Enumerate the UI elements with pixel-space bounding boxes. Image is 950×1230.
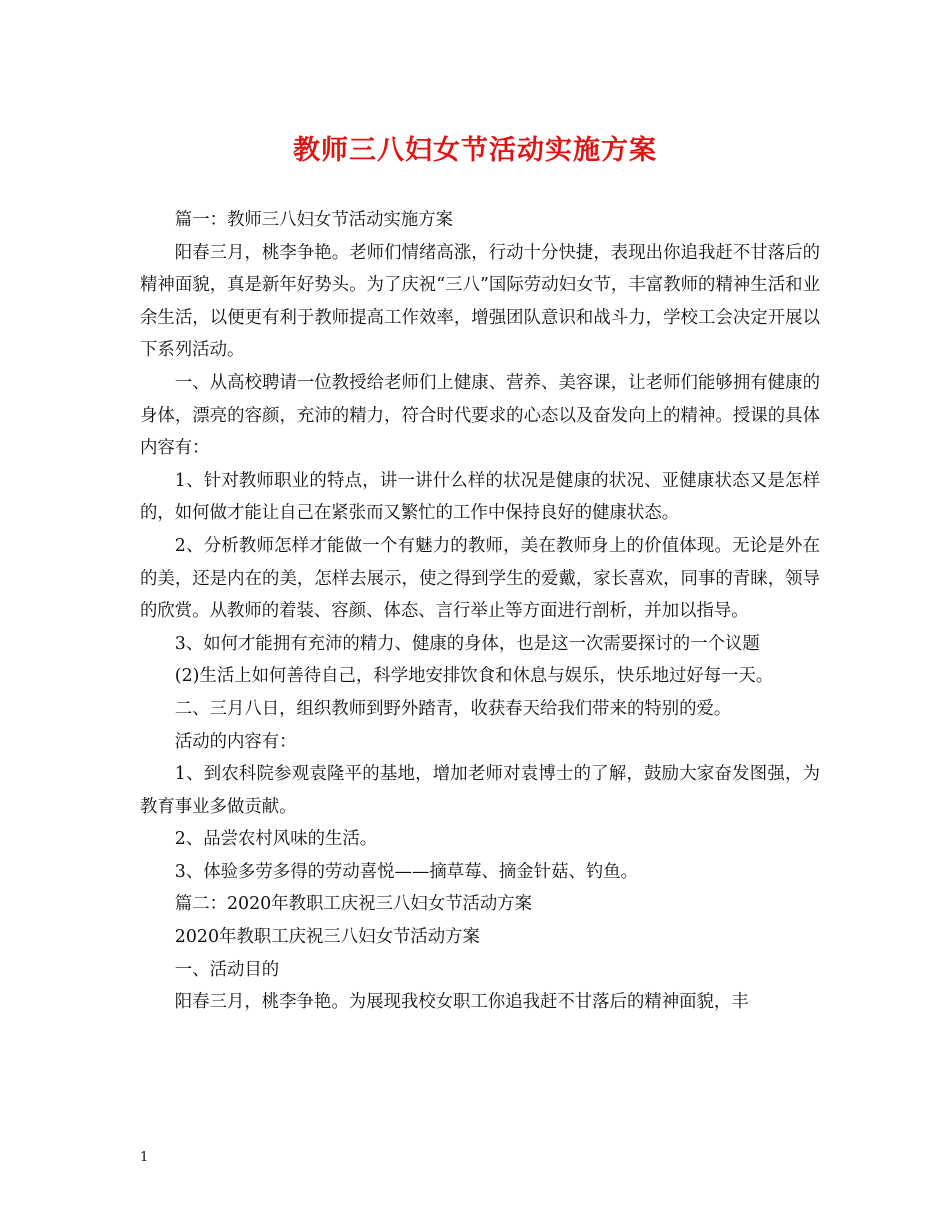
paragraph: 2、品尝农村风味的生活。 — [174, 829, 378, 850]
paragraph: 篇二：2020年教职工庆祝三八妇女节活动方案 — [174, 894, 533, 915]
paragraph: 一、从高校聘请一位教授给老师们上健康、营养、美容课，让老师们能够拥有健康的身体，漂亮的容颜，充沛的精力，符合时代要求的心态以及奋发向上的精神。授课的具体内容有： — [140, 372, 820, 459]
paragraph: 阳春三月，桃李争艳。为展现我校女职工你追我赶不甘落后的精神面貌，丰 — [174, 992, 749, 1013]
paragraph: 3、如何才能拥有充沛的精力、健康的身体，也是这一次需要探讨的一个议题 — [174, 633, 760, 654]
document-title: 教师三八妇女节活动实施方案 — [293, 135, 657, 166]
document-body — [140, 204, 820, 1019]
paragraph: 活动的内容有： — [174, 731, 297, 752]
paragraph: (2)生活上如何善待自己，科学地安排饮食和休息与娱乐，快乐地过好每一天。 — [174, 666, 774, 687]
paragraph: 一、活动目的 — [174, 959, 280, 980]
paragraph: 二、三月八日，组织教师到野外踏青，收获春天给我们带来的特别的爱。 — [174, 698, 732, 719]
page-number: 1 — [140, 1150, 149, 1165]
paragraph: 2、分析教师怎样才能做一个有魅力的教师，美在教师身上的价值体现。无论是外在的美，还是内在的美，怎样去展示，使之得到学生的爱戴，家长喜欢，同事的青睐，领导的欣赏。从教师的着装、容颜、体态、言行举止等方面进行剖析，并加以指导。 — [140, 535, 820, 622]
paragraph: 篇一：教师三八妇女节活动实施方案 — [174, 210, 454, 230]
paragraph: 1、到农科院参观袁隆平的基地，增加老师对袁博士的了解，鼓励大家奋发图强，为教育事业多做贡献。 — [140, 764, 820, 817]
paragraph: 3、体验多劳多得的劳动喜悦——摘草莓、摘金针菇、钓鱼。 — [174, 861, 639, 882]
paragraph: 2020年教职工庆祝三八妇女节活动方案 — [174, 927, 480, 948]
paragraph: 1、针对教师职业的特点，讲一讲什么样的状况是健康的状况、亚健康状态又是怎样的，如何做才能让自己在紧张而又繁忙的工作中保持良好的健康状态。 — [140, 470, 820, 524]
paragraph: 阳春三月，桃李争艳。老师们情绪高涨，行动十分快捷，表现出你追我赶不甘落后的精神面貌，真是新年好势头。为了庆祝“三八”国际劳动妇女节，丰富教师的精神生活和业余生活，以便更有利于教师提高工作效率，增强团队意识和战斗力，学校工会决定开展以下系列活动。 — [140, 242, 820, 361]
